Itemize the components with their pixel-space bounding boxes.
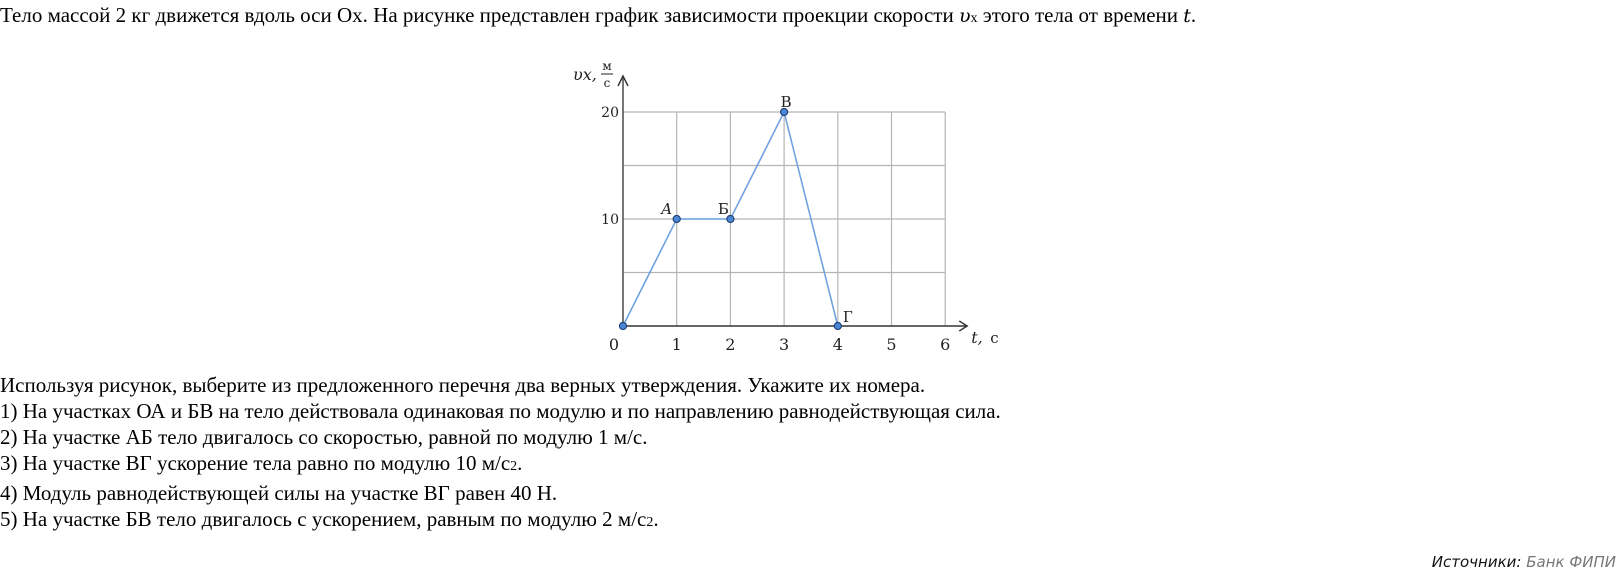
statement-1: 1) На участках ОА и БВ на тело действовала одинаковая по модулю и по направлению равнодействующая сила. <box>0 399 1001 423</box>
intro-text-before: Тело массой 2 кг движется вдоль оси Ох. На рисунке представлен график зависимости проекции скорости <box>0 3 959 27</box>
x-tick-label: 0 <box>608 335 620 354</box>
time-var: t <box>1183 5 1191 27</box>
statement-4: 4) Модуль равнодействующей силы на участке ВГ равен 40 Н. <box>0 481 558 505</box>
statement-3: 3) На участке ВГ ускорение тела равно по модулю 10 м/с2. <box>0 451 523 475</box>
source-link[interactable]: Банк ФИПИ <box>1526 553 1616 571</box>
x-tick-label: 3 <box>779 335 790 354</box>
intro-text-middle: этого тела от времени <box>977 3 1184 27</box>
point-label: Г <box>842 308 853 326</box>
source-label: Источники: <box>1431 553 1522 571</box>
point-label: В <box>780 93 792 111</box>
point-label: А <box>661 200 673 218</box>
statement-5: 5) На участке БВ тело двигалось с ускорением, равным по модулю 2 м/с2. <box>0 507 659 531</box>
data-point <box>673 215 680 222</box>
data-point <box>619 322 626 329</box>
problem-intro: Тело массой 2 кг движется вдоль оси Ох. На рисунке представлен график зависимости проекции скорости υx этого тела от времени t. <box>0 3 1197 27</box>
velocity-var: υx <box>958 5 978 27</box>
x-tick-label: 6 <box>940 335 951 354</box>
data-point <box>834 322 841 329</box>
velocity-time-graph <box>560 50 1040 370</box>
x-axis-label: t, <box>971 328 983 347</box>
statement-2: 2) На участке АБ тело двигалось со скоростью, равной по модулю 1 м/с. <box>0 425 648 449</box>
y-tick-label: 20 <box>601 105 619 121</box>
x-axis-unit: с <box>990 329 999 347</box>
x-tick-label: 1 <box>671 335 682 354</box>
point-label: Б <box>717 200 729 218</box>
y-axis-label: υx, <box>573 65 597 84</box>
question-prompt: Используя рисунок, выберите из предложенного перечня два верных утверждения. Укажите их номера. <box>0 373 926 397</box>
x-tick-label: 2 <box>725 335 736 354</box>
y-unit-numerator: м <box>602 59 612 73</box>
source-attribution <box>1432 553 1616 571</box>
question-block <box>0 372 1001 536</box>
y-unit-denominator: с <box>603 76 611 90</box>
x-tick-label: 5 <box>886 335 897 354</box>
y-tick-label: 10 <box>601 212 619 228</box>
x-tick-label: 4 <box>832 335 843 354</box>
